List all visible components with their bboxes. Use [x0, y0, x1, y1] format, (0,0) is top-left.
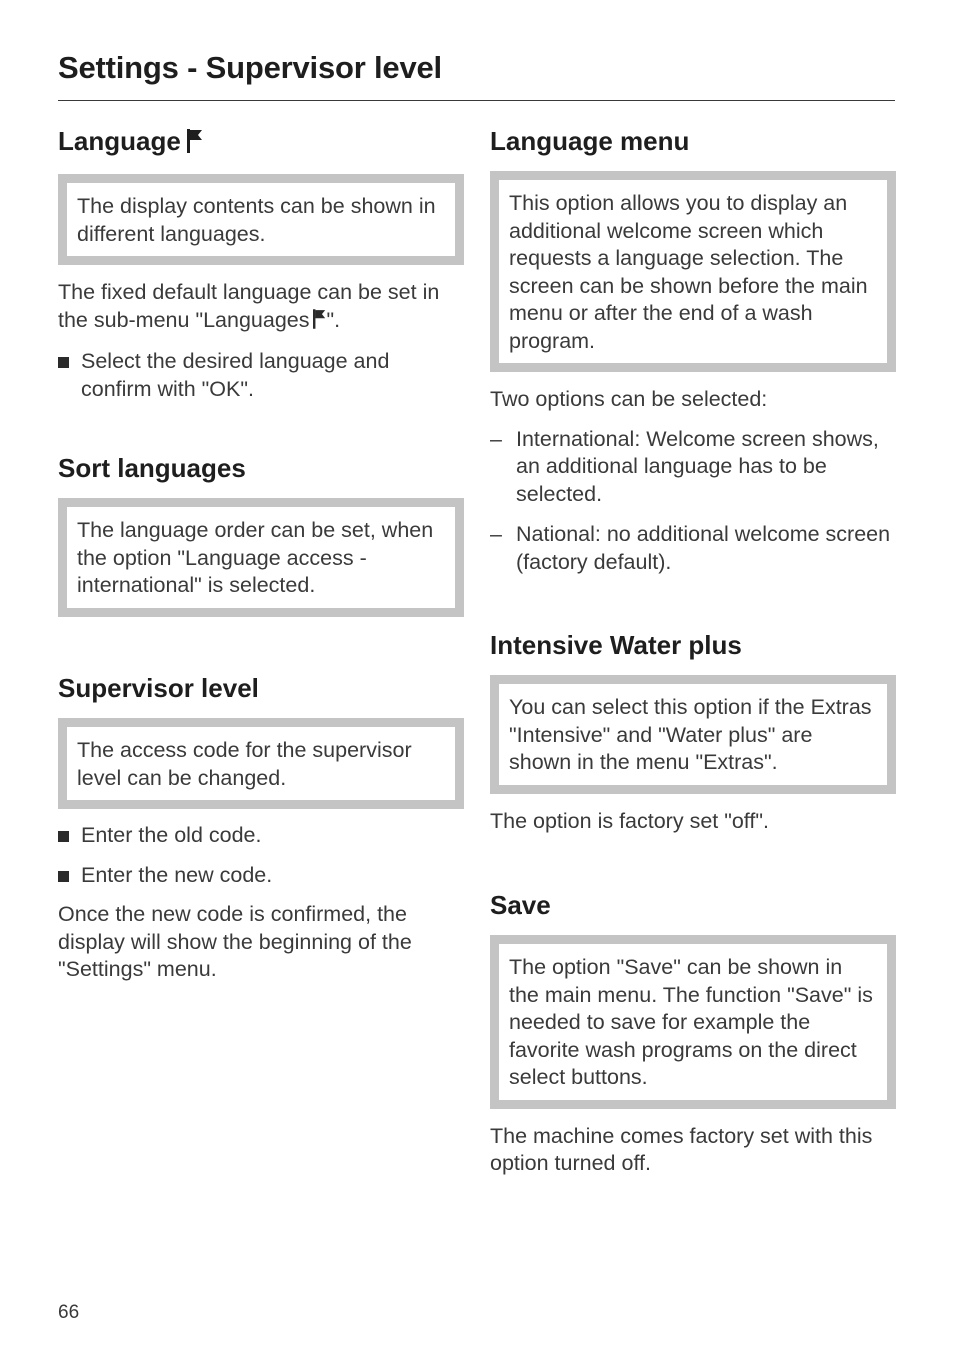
section-language-menu	[490, 125, 896, 576]
language-body	[58, 279, 464, 336]
option-text: National: no additional welcome screen (factory default).	[516, 522, 891, 574]
flag-icon	[187, 128, 203, 160]
bullet-square-icon	[58, 357, 69, 368]
list-item	[58, 862, 464, 890]
section-heading: Supervisor level	[58, 673, 259, 703]
bullet-square-icon	[58, 871, 69, 882]
section-heading: Save	[490, 890, 551, 920]
language-menu-intro: Two options can be selected:	[490, 387, 768, 411]
intensive-water-plus-info-box: You can select this option if the Extras "Intensive" and "Water plus" are shown in the menu "Extras".	[490, 675, 896, 794]
bullet-text: Select the desired language and confirm with "OK".	[81, 349, 390, 401]
title-divider	[58, 100, 895, 101]
page-title: Settings - Supervisor level	[58, 50, 442, 85]
save-info-box: The option "Save" can be shown in the main menu. The function "Save" is needed to save for example the favorite wash programs on the direct select buttons.	[490, 935, 896, 1109]
bullet-text: Enter the new code.	[81, 862, 273, 887]
language-body-text-end: ".	[326, 307, 341, 332]
section-language	[58, 125, 464, 403]
section-heading: Language menu	[490, 126, 690, 156]
bullet-square-icon	[58, 831, 69, 842]
flag-icon	[313, 309, 326, 337]
section-heading	[58, 125, 464, 160]
dash-marker: –	[490, 522, 502, 546]
section-heading: Intensive Water plus	[490, 630, 742, 660]
section-sort-languages	[58, 452, 464, 617]
section-intensive-water-plus	[490, 629, 896, 835]
sort-languages-info-box: The language order can be set, when the option "Language access - international" is selected.	[58, 498, 464, 617]
dash-marker: –	[490, 426, 502, 451]
section-save	[490, 889, 896, 1178]
language-heading-text: Language	[58, 126, 181, 156]
save-body: The machine comes factory set with this option turned off.	[490, 1123, 873, 1175]
section-heading: Sort languages	[58, 453, 246, 483]
list-item	[490, 426, 896, 509]
option-text: International: Welcome screen shows, an additional language has to be selected.	[516, 426, 879, 506]
section-supervisor-level	[58, 672, 464, 984]
language-body-text: The fixed default language can be set in the sub-menu "Languages	[58, 280, 440, 332]
language-info-box: The display contents can be shown in different languages.	[58, 174, 464, 265]
language-menu-info-box: This option allows you to display an additional welcome screen which requests a language selection. The screen can be shown before the main menu or after the end of a wash program.	[490, 171, 896, 372]
list-item	[58, 822, 464, 850]
supervisor-level-info-box: The access code for the supervisor level can be changed.	[58, 718, 464, 809]
bullet-text: Enter the old code.	[81, 823, 262, 847]
page-number: 66	[58, 1302, 80, 1323]
list-item	[58, 348, 464, 403]
intensive-water-plus-body: The option is factory set "off".	[490, 808, 769, 833]
list-item	[490, 521, 896, 576]
supervisor-level-body: Once the new code is confirmed, the display will show the beginning of the "Settings" menu.	[58, 902, 412, 981]
